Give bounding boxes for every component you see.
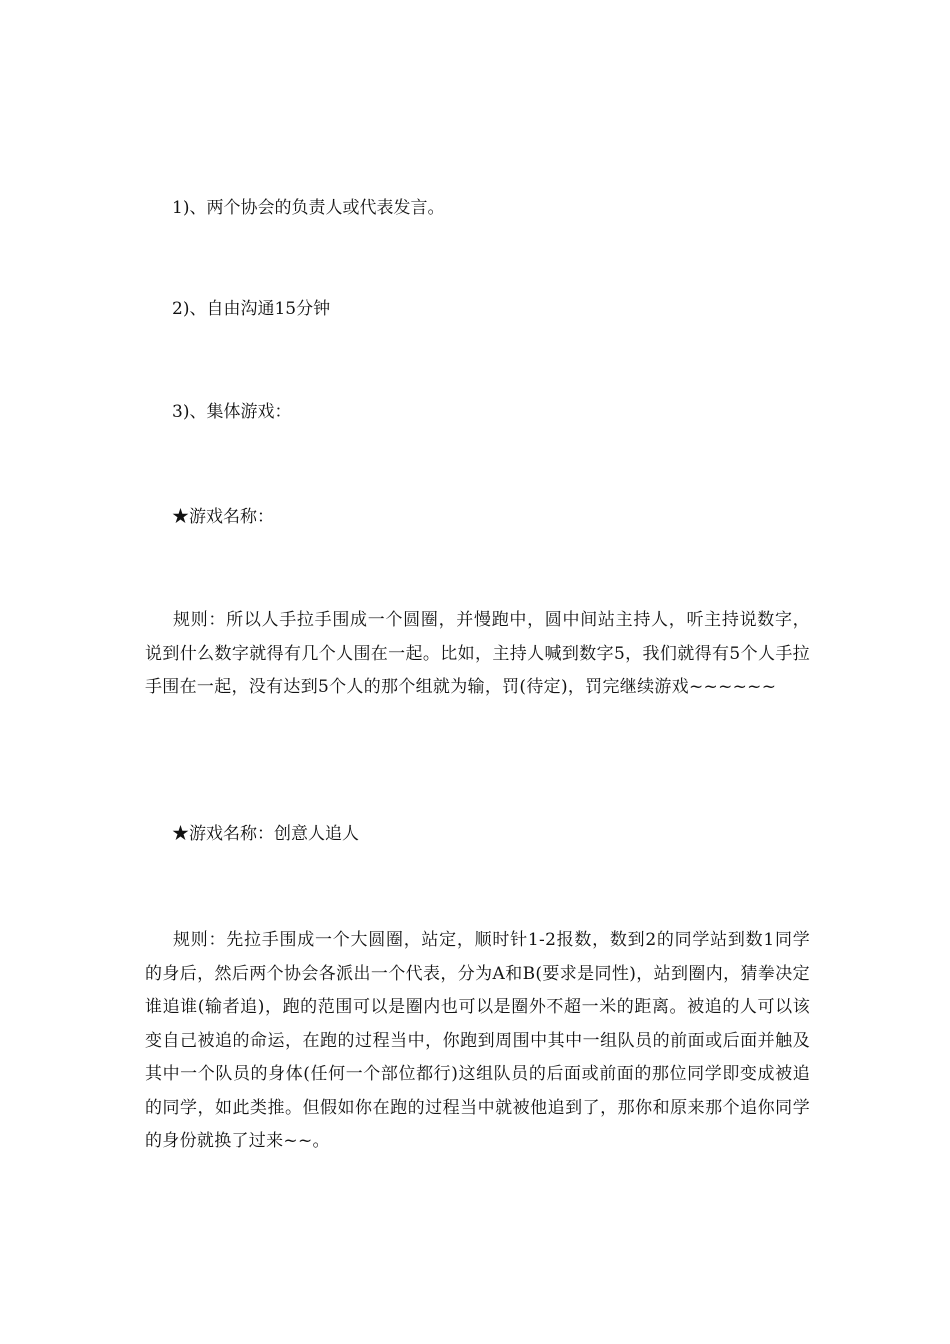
agenda-item-2: 2)、自由沟通15分钟 [172,299,331,319]
agenda-item-1: 1)、两个协会的负责人或代表发言。 [172,198,445,218]
game-1-rules: 规则：所以人手拉手围成一个圆圈，并慢跑中，圆中间站主持人，听主持说数字，说到什么数字就得有几个人围在一起。比如，主持人喊到数字5，我们就得有5个人手拉手围在一起，没有达到5个人的那个组就为输，罚(待定)，罚完继续游戏~~~~~~ [145,610,810,697]
agenda-item-3: 3)、集体游戏： [172,402,292,422]
game-1-title: ★游戏名称： [172,507,274,527]
game-2-rules: 规则：先拉手围成一个大圆圈，站定，顺时针1-2报数，数到2的同学站到数1同学的身后，然后两个协会各派出一个代表，分为A和B(要求是同性)，站到圈内，猜拳决定谁追谁(输者追)，跑的范围可以是圈内也可以是圈外不超一米的距离。被追的人可以该变自己被追的命运，在跑的过程当中，你跑到周围中其中一组队员的前面或后面并触及其中一个队员的身体(任何一个部位都行)这组队员的后面或前面的那位同学即变成被追的同学，如此类推。但假如你在跑的过程当中就被他追到了，那你和原来那个追你同学的身份就换了过来~~。 [145,930,810,1151]
game-2-title: ★游戏名称：创意人追人 [172,824,359,844]
